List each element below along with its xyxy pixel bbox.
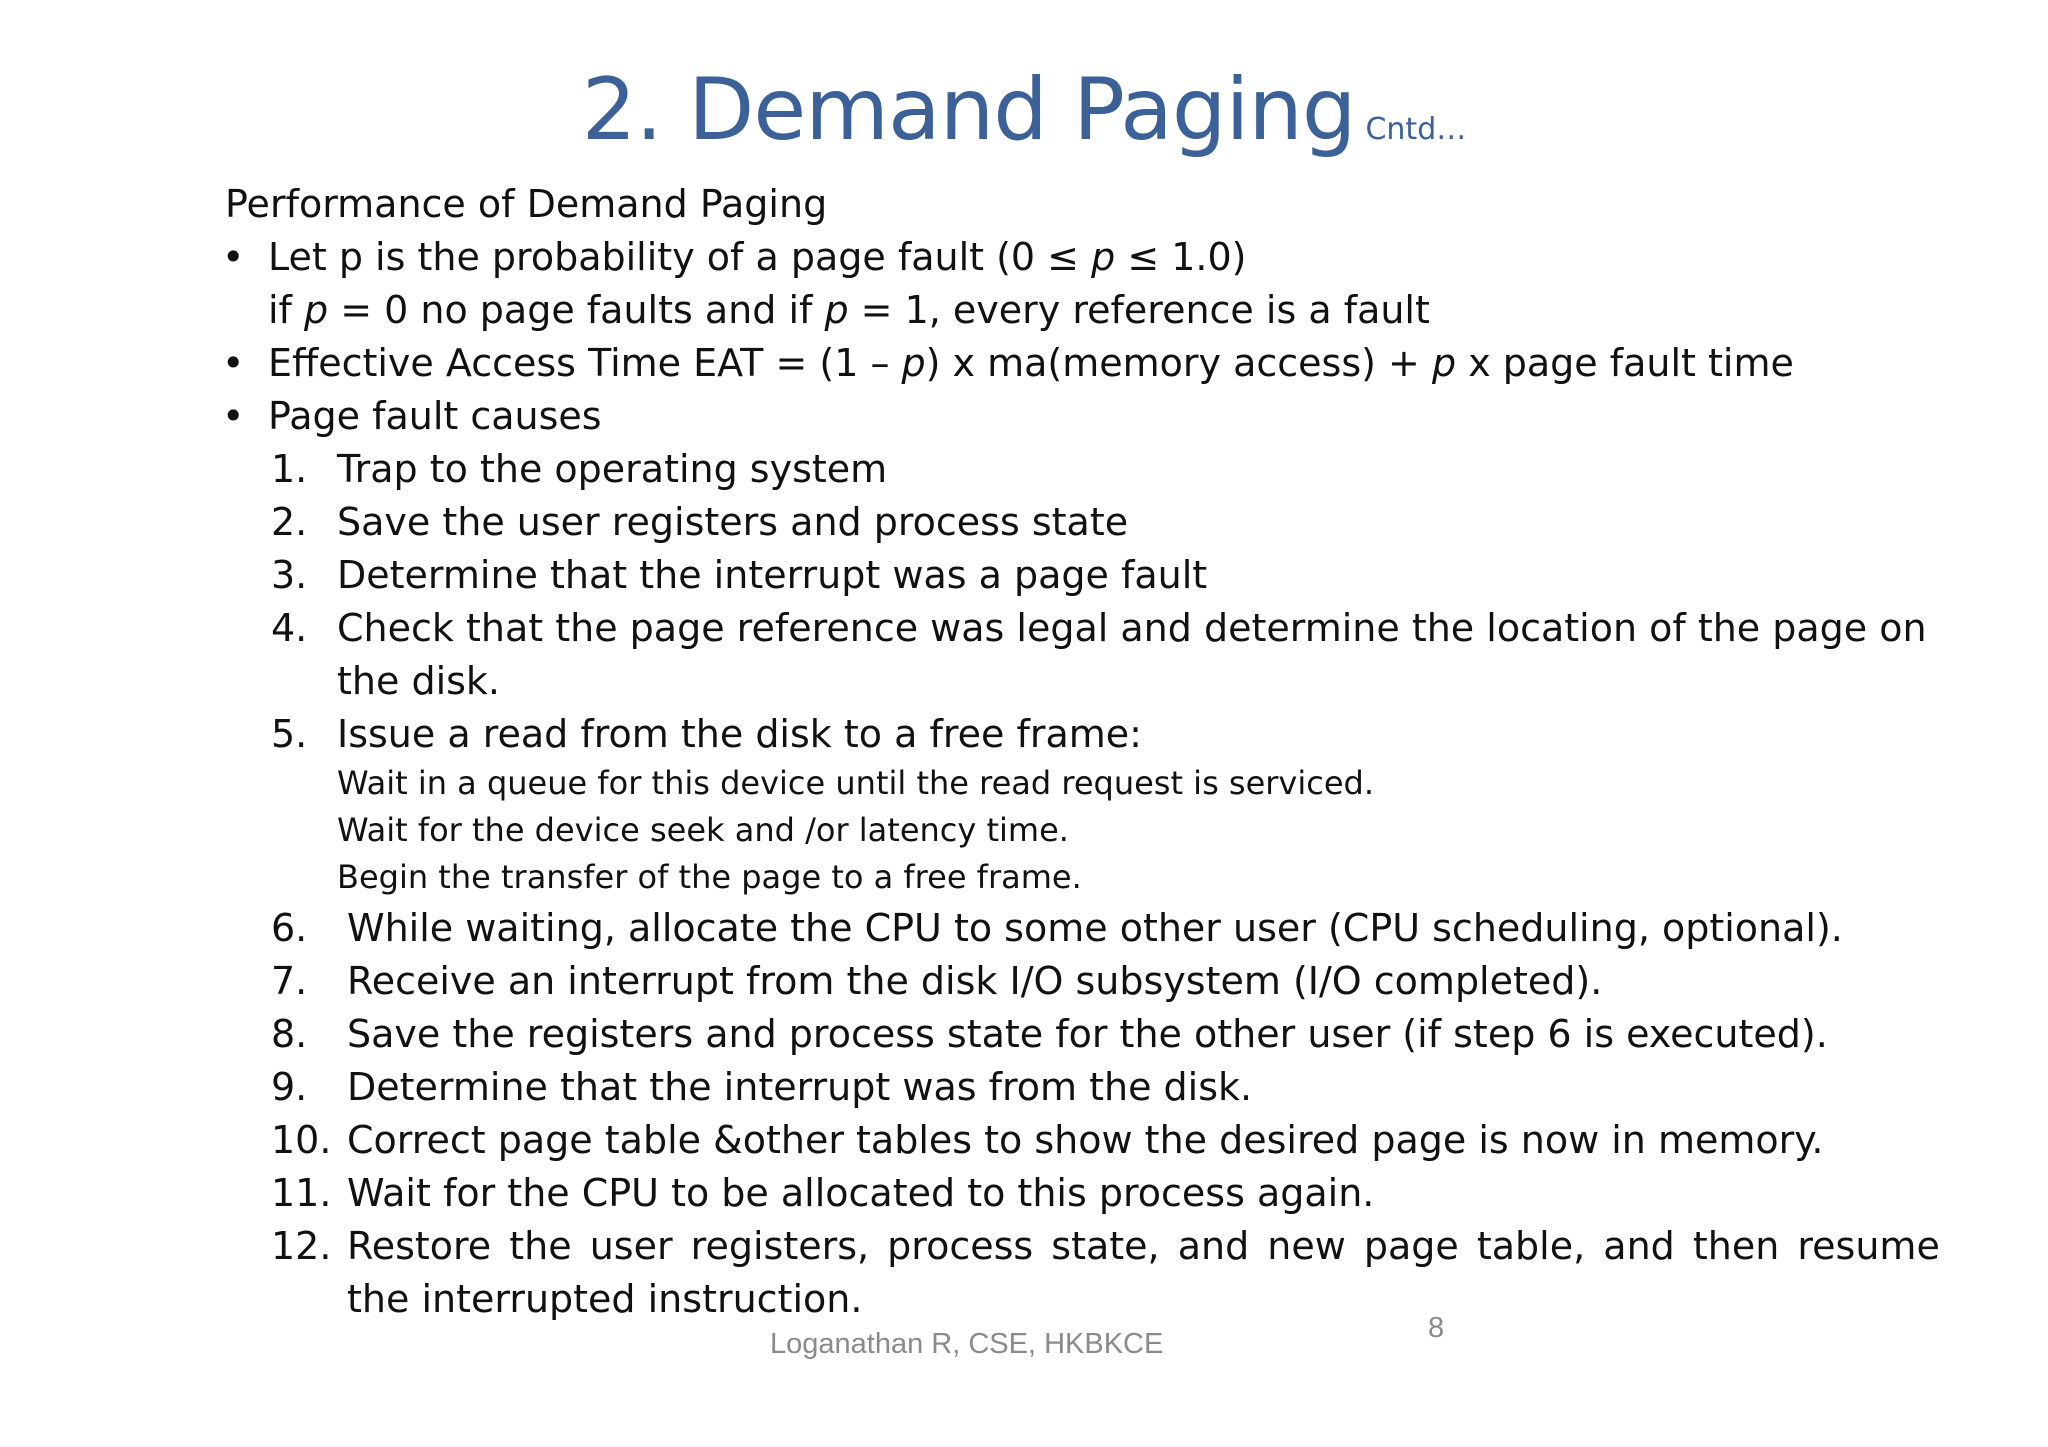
title-suffix: Cntd… [1365,112,1467,147]
bullet-text: ≤ 1.0) [1115,235,1247,279]
step-num: 8. [271,1012,308,1056]
step-text-cont: the disk. [337,659,501,703]
substep: Wait in a queue for this device until the read request is serviced. [337,764,1375,802]
footer-author: Loganathan R, CSE, HKBKCE [770,1328,1164,1360]
bullet-dot: • [222,341,245,385]
bullet-dot: • [222,394,245,438]
bullet-eat [268,337,1794,390]
step-num: 7. [271,959,308,1003]
step-num: 3. [271,553,308,597]
var-p: p [1431,341,1457,385]
step-num: 2. [271,500,308,544]
step-num: 11. [271,1171,332,1215]
bullet-probability [268,231,1247,284]
step-num: 12. [271,1224,332,1268]
step-text-cont: the interrupted instruction. [347,1277,863,1321]
bullet-text: Let p is the probability of a page fault (0 ≤ [268,235,1092,279]
step-text: Determine that the interrupt was from the disk. [347,1065,1253,1109]
var-p: p [1091,235,1116,279]
step-num: 10. [271,1118,332,1162]
var-p: p [901,341,926,385]
step-text: Save the user registers and process state [337,500,1129,544]
title-main: 2. Demand Paging [581,60,1356,160]
bullet-probability-line2 [268,284,1430,337]
var-p: p [824,288,849,332]
page-number: 8 [1428,1312,1445,1344]
bullet-text: = 0 no page faults and if [328,288,825,332]
step-num: 6. [271,906,308,950]
var-p: p [304,288,329,332]
bullet-text: x page fault time [1456,341,1794,385]
section-heading: Performance of Demand Paging [225,182,828,226]
bullet-text: Effective Access Time EAT = (1 – [268,341,902,385]
step-text: Restore the user registers, process state, and new page table, and then resume [347,1224,1940,1268]
step-num: 4. [271,606,308,650]
substep: Wait for the device seek and /or latency time. [337,811,1069,849]
bullet-text: ) x ma(memory access) + [925,341,1432,385]
step-text: Determine that the interrupt was a page fault [337,553,1208,597]
step-text: Wait for the CPU to be allocated to this process again. [347,1171,1375,1215]
step-text: Check that the page reference was legal and determine the location of the page on [337,606,1927,650]
step-num: 9. [271,1065,308,1109]
substep: Begin the transfer of the page to a free frame. [337,858,1082,896]
slide-title [0,60,2048,160]
step-text: Trap to the operating system [337,447,888,491]
bullet-page-fault-causes: Page fault causes [268,394,602,438]
step-num: 5. [271,712,308,756]
bullet-text: if [268,288,305,332]
step-text: Receive an interrupt from the disk I/O subsystem (I/O completed). [347,959,1603,1003]
bullet-text: = 1, every reference is a fault [848,288,1430,332]
step-text: Save the registers and process state for the other user (if step 6 is executed). [347,1012,1828,1056]
step-text: Correct page table &other tables to show the desired page is now in memory. [347,1118,1824,1162]
step-text: While waiting, allocate the CPU to some other user (CPU scheduling, optional). [347,906,1843,950]
step-num: 1. [271,447,308,491]
bullet-dot: • [222,235,245,279]
step-text: Issue a read from the disk to a free frame: [337,712,1142,756]
